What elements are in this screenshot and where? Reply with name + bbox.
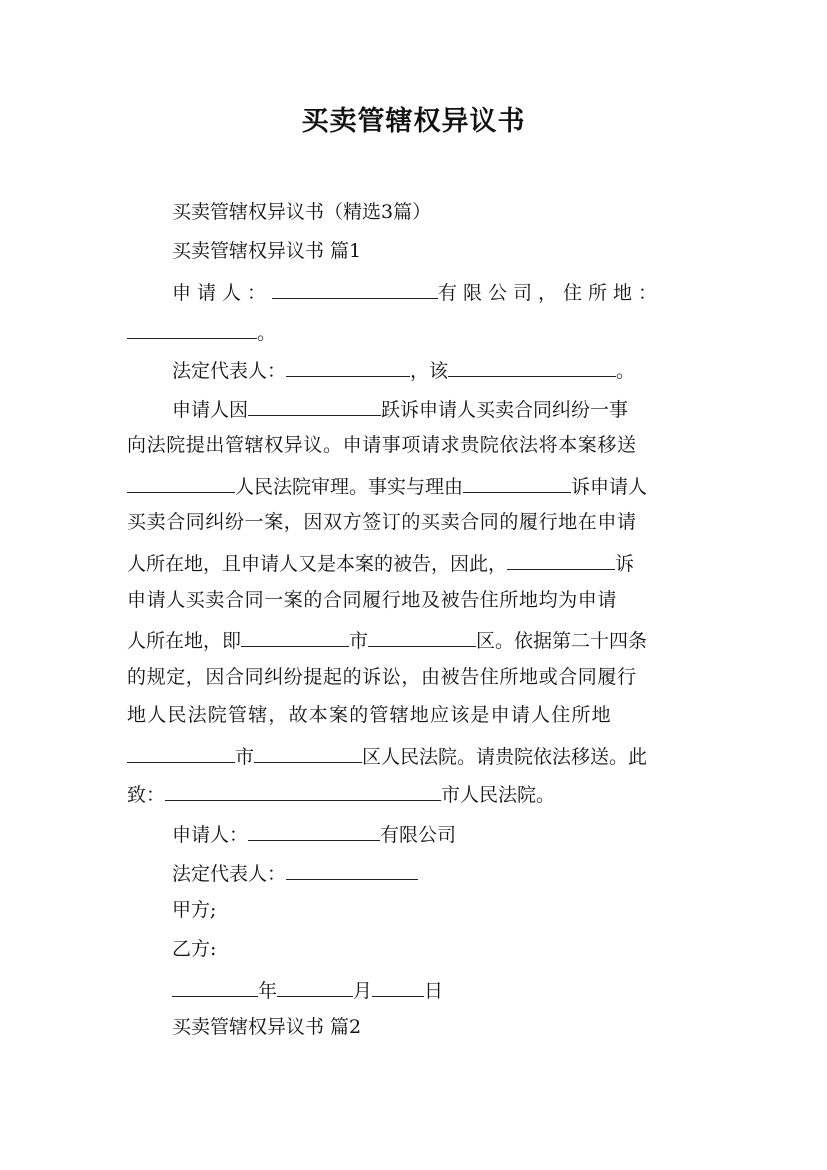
blank-field [286, 857, 418, 880]
text: 年 [258, 980, 278, 1002]
text: 人所在地，即 [127, 630, 242, 652]
blank-field [127, 316, 257, 339]
text: 申请人： [172, 824, 249, 846]
body-line-7 [127, 624, 702, 655]
applicant-label: 申请人： [172, 282, 273, 304]
text: 人所在地，且申请人又是本案的被告，因此， [127, 553, 508, 575]
text: 区人民法院。请贵院依法移送。此 [362, 746, 648, 768]
text: 市 [235, 746, 255, 768]
subtitle: 买卖管辖权异议书（精选3篇） [172, 201, 432, 223]
blank-field [254, 740, 362, 763]
signature-applicant [172, 818, 702, 849]
text: 市人民法院。 [441, 784, 556, 806]
period: 。 [257, 322, 277, 344]
text: 诉 [615, 553, 635, 575]
text: 人民法院审理。事实与理由 [235, 476, 464, 498]
party-a: 甲方; [172, 899, 217, 921]
applicant-line-cont [127, 316, 702, 347]
blank-field [248, 818, 380, 841]
body-line-11 [127, 778, 702, 809]
legal-rep-line [172, 354, 702, 385]
body-line-4: 买卖合同纠纷一案，因双方签订的买卖合同的履行地在申请 [127, 511, 637, 533]
text: 市 [349, 630, 369, 652]
legal-rep-label: 法定代表人： [172, 360, 287, 382]
blank-field [277, 974, 353, 997]
text: 区。依据第二十四条 [476, 630, 648, 652]
blank-field [448, 354, 616, 377]
body-line-6: 申请人买卖合同一案的合同履行地及被告住所地均为申请 [127, 589, 618, 611]
section-heading-1: 买卖管辖权异议书 篇1 [172, 240, 362, 262]
body-line-8: 的规定，因合同纠纷提起的诉讼，由被告住所地或合同履行 [127, 666, 637, 688]
text: 申请人因 [172, 399, 249, 421]
period: 。 [616, 360, 636, 382]
text: 日 [424, 980, 444, 1002]
blank-field [272, 276, 438, 299]
text: ，该 [410, 360, 449, 382]
body-line-9: 地人民法院管辖，故本案的管辖地应该是申请人住所地 [127, 704, 612, 726]
party-b: 乙方: [172, 938, 217, 960]
blank-field [165, 778, 441, 801]
blank-field [286, 354, 410, 377]
text: 月 [353, 980, 373, 1002]
date-line [172, 974, 702, 1005]
blank-field [172, 974, 258, 997]
section-heading-2: 买卖管辖权异议书 篇2 [172, 1016, 362, 1038]
text: 跃诉申请人买卖合同纠纷一事 [381, 399, 629, 421]
blank-field [248, 393, 381, 416]
text: 致： [127, 784, 166, 806]
applicant-line [172, 276, 702, 307]
blank-field [372, 974, 424, 997]
blank-field [507, 547, 615, 570]
body-line-3 [127, 470, 702, 501]
body-line-5 [127, 547, 702, 578]
body-line-1 [172, 393, 702, 424]
blank-field [127, 740, 235, 763]
document-title: 买卖管辖权异议书 [301, 106, 526, 137]
blank-field [368, 624, 476, 647]
blank-field [241, 624, 349, 647]
blank-field [127, 470, 235, 493]
blank-field [463, 470, 571, 493]
company-address-label: 有限公司，住所地： [438, 282, 664, 304]
text: 有限公司 [380, 824, 457, 846]
text: 法定代表人： [172, 863, 287, 885]
body-line-2: 向法院提出管辖权异议。申请事项请求贵院依法将本案移送 [127, 434, 637, 456]
signature-legal-rep [172, 857, 702, 888]
body-line-10 [127, 740, 702, 771]
text: 诉申请人 [571, 476, 648, 498]
